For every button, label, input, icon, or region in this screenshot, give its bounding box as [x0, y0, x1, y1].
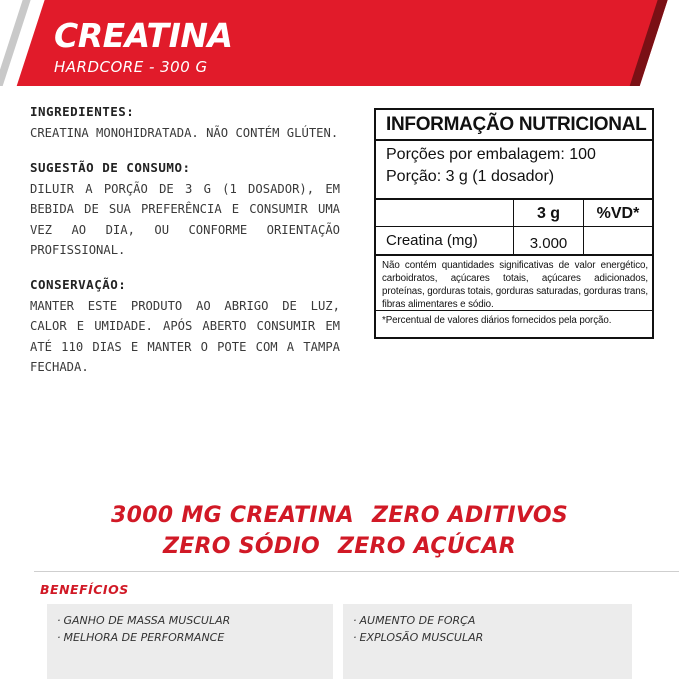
nutrition-header-row: [376, 200, 652, 227]
storage-section: [30, 277, 340, 378]
amount-column-header: 3 g: [513, 200, 583, 226]
claim-zero-sodium: ZERO SÓDIO: [162, 534, 320, 559]
claim-zero-additives: ZERO ADITIVOS: [371, 503, 568, 528]
dv-column-header: %VD*: [583, 200, 652, 226]
list-item: · GANHO DE MASSA MUSCULAR: [57, 612, 333, 629]
nutrition-table: [374, 108, 654, 339]
storage-text: MANTER ESTE PRODUTO AO ABRIGO DE LUZ, CALOR E UMIDADE. APÓS ABERTO CONSUMIR EM ATÉ 110 DIAS E MANTER O POTE COM A TAMPA FECHADA.: [30, 298, 340, 374]
storage-heading: CONSERVAÇÃO:: [30, 276, 127, 292]
usage-text: DILUIR A PORÇÃO DE 3 G (1 DOSADOR), EM BEBIDA DE SUA PREFERÊNCIA E CONSUMIR UMA VEZ AO DIA, OU CONFORME ORIENTAÇÃO PROFISSIONAL.: [30, 181, 340, 257]
nutrition-header-blank: [376, 200, 513, 226]
nutrient-amount: 3.000: [513, 227, 583, 254]
ingredients-section: [30, 104, 340, 144]
benefits-box-left: [47, 604, 333, 679]
nutrition-note: Não contém quantidades significativas de valor energético, carboidratos, açúcares totais, açúcares adicionados, proteínas, gorduras totais, gorduras saturadas, gorduras trans, fibras alimentares e sódio.: [376, 256, 652, 311]
table-row: [376, 227, 652, 256]
claims-line-2: [0, 531, 679, 562]
servings-per-pack: Porções por embalagem: 100: [386, 146, 596, 163]
list-item: · MELHORA DE PERFORMANCE: [57, 629, 333, 646]
claim-creatine: 3000 MG CREATINA: [110, 503, 354, 528]
ingredients-text: CREATINA MONOHIDRATADA. NÃO CONTÉM GLÚTEN.: [30, 126, 339, 140]
usage-section: [30, 160, 340, 261]
benefits-box-right: [343, 604, 632, 679]
nutrition-title: INFORMAÇÃO NUTRICIONAL: [376, 110, 652, 141]
list-item: · AUMENTO DE FORÇA: [353, 612, 632, 629]
usage-heading: SUGESTÃO DE CONSUMO:: [30, 159, 191, 175]
ingredients-heading: INGREDIENTES:: [30, 104, 135, 119]
product-details: [30, 104, 340, 394]
nutrient-name: Creatina (mg): [386, 232, 478, 249]
serving-info: [376, 141, 652, 200]
serving-size: Porção: 3 g (1 dosador): [386, 168, 555, 185]
product-claims: [0, 500, 679, 562]
header-banner: [0, 0, 679, 86]
claim-zero-sugar: ZERO AÇÚCAR: [337, 534, 517, 559]
product-title: CREATINA: [54, 16, 233, 55]
nutrition-footnote: *Percentual de valores diários fornecidos pela porção.: [382, 315, 612, 326]
claims-line-1: [0, 500, 679, 531]
list-item: · EXPLOSÃO MUSCULAR: [353, 629, 632, 646]
nutrient-dv: [583, 227, 652, 254]
product-subtitle: HARDCORE - 300 G: [54, 58, 208, 76]
divider: [34, 571, 679, 572]
benefits-title: BENEFÍCIOS: [40, 582, 129, 597]
